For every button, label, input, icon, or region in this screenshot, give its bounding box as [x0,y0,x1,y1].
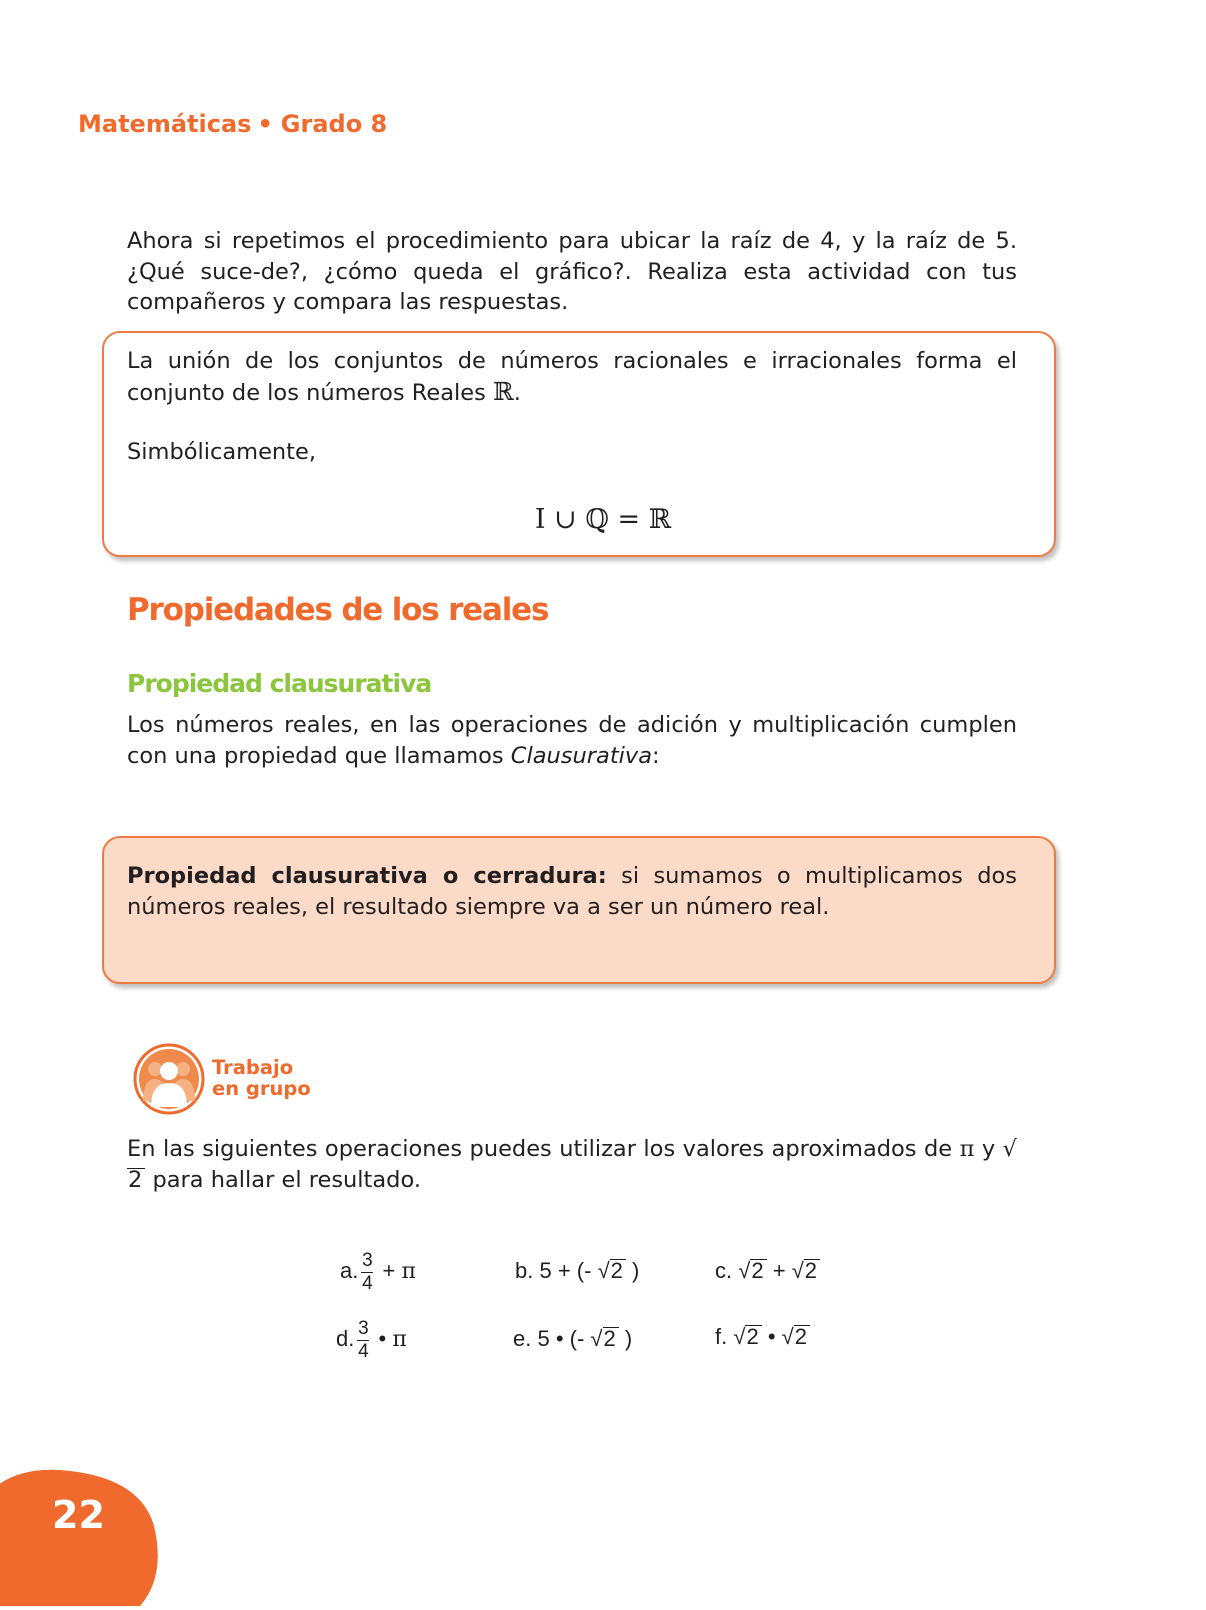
sqrt-radicand: 2 [127,1168,145,1191]
expression-prefix: 5 • (- [537,1326,591,1351]
exercise-b [515,1258,639,1284]
denominator: 4 [358,1341,369,1362]
sqrt-symbol: √ [781,1324,794,1349]
clausurativa-intro [127,710,1017,771]
exercise-d [336,1318,407,1362]
group-people-icon [133,1043,205,1115]
grade-label: Grado 8 [280,110,388,138]
property-text [127,861,1017,922]
operator: • [378,1325,387,1351]
denominator: 4 [362,1273,373,1294]
operator: + [772,1258,786,1283]
running-header [78,110,387,138]
property-label: Propiedad clausurativa o cerradura: [127,863,607,889]
exercise-label: d. [336,1325,355,1351]
exercise-label: b. [515,1258,534,1283]
expression-suffix: ) [618,1326,633,1351]
operator: • [767,1324,776,1349]
subsection-title: Propiedad clausurativa [127,669,432,698]
reals-symbol: ℝ [492,376,514,406]
sqrt-symbol: √ [791,1258,804,1283]
numerator: 3 [362,1250,373,1271]
sqrt-radicand: 2 [750,1259,766,1282]
sqrt-radicand: 2 [804,1259,820,1282]
union-formula: I ∪ ℚ = ℝ [534,504,672,535]
exercise-label: e. [513,1326,532,1351]
instructions-text [127,1134,1017,1195]
pi-symbol: π [392,1326,407,1352]
expression-suffix: ) [625,1258,640,1283]
definition-text-end: . [513,379,521,406]
instructions-main: En las siguientes operaciones puedes utilizar los valores aproximados de [127,1136,960,1162]
instructions-connector: y [974,1136,1003,1162]
exercise-e [513,1326,632,1352]
page-number: 22 [52,1493,105,1537]
sqrt-radicand: 2 [794,1325,810,1348]
exercise-label: a. [340,1257,359,1283]
sqrt-symbol: √ [733,1324,746,1349]
symbolically-label: Simbólicamente, [127,439,316,465]
sqrt-symbol: √ [1002,1136,1018,1162]
sqrt-radicand: 2 [610,1259,626,1282]
clausurativa-intro-text: Los números reales, en las operaciones de adición y multiplicación cumplen con una propiedad que llamamos [127,712,1017,769]
clausurativa-suffix: : [652,742,660,769]
definition-text [127,346,1017,408]
fraction [361,1250,373,1294]
sqrt-symbol: √ [738,1258,751,1283]
sqrt-symbol: √ [590,1326,603,1351]
clausurativa-term: Clausurativa [510,742,653,769]
intro-paragraph: Ahora si repetimos el procedimiento para ubicar la raíz de 4, y la raíz de 5. ¿Qué suce-de?, ¿cómo queda el gráfico?. Realiza esta actividad con tus compañeros y compara las respuestas. [127,228,1017,315]
definition-text-main: La unión de los conjuntos de números racionales e irracionales forma el conjunto de los números Reales [127,348,1017,406]
pi-symbol: π [401,1258,416,1284]
exercise-label: f. [715,1324,728,1349]
sqrt-radicand: 2 [745,1325,761,1348]
group-work-line1: Trabajo [212,1056,294,1079]
header-bullet: • [257,110,273,138]
operator: + [382,1257,396,1283]
numerator: 3 [358,1318,369,1339]
fraction [357,1318,369,1362]
group-work-line2: en grupo [212,1077,311,1100]
subject-label: Matemáticas [78,110,252,138]
sqrt-symbol: √ [597,1258,610,1283]
exercise-label: c. [715,1258,733,1283]
pi-symbol: π [959,1136,975,1162]
instructions-end: para hallar el resultado. [145,1166,421,1193]
exercise-c [715,1258,820,1284]
exercise-a [340,1250,416,1294]
property-description: si sumamos o multiplicamos dos números reales, el resultado siempre va a ser un número real. [127,863,1018,920]
section-title: Propiedades de los reales [127,592,549,628]
exercise-f [715,1324,810,1350]
expression-prefix: 5 + (- [539,1258,598,1283]
group-work-label [212,1057,311,1099]
sqrt-radicand: 2 [603,1327,619,1350]
